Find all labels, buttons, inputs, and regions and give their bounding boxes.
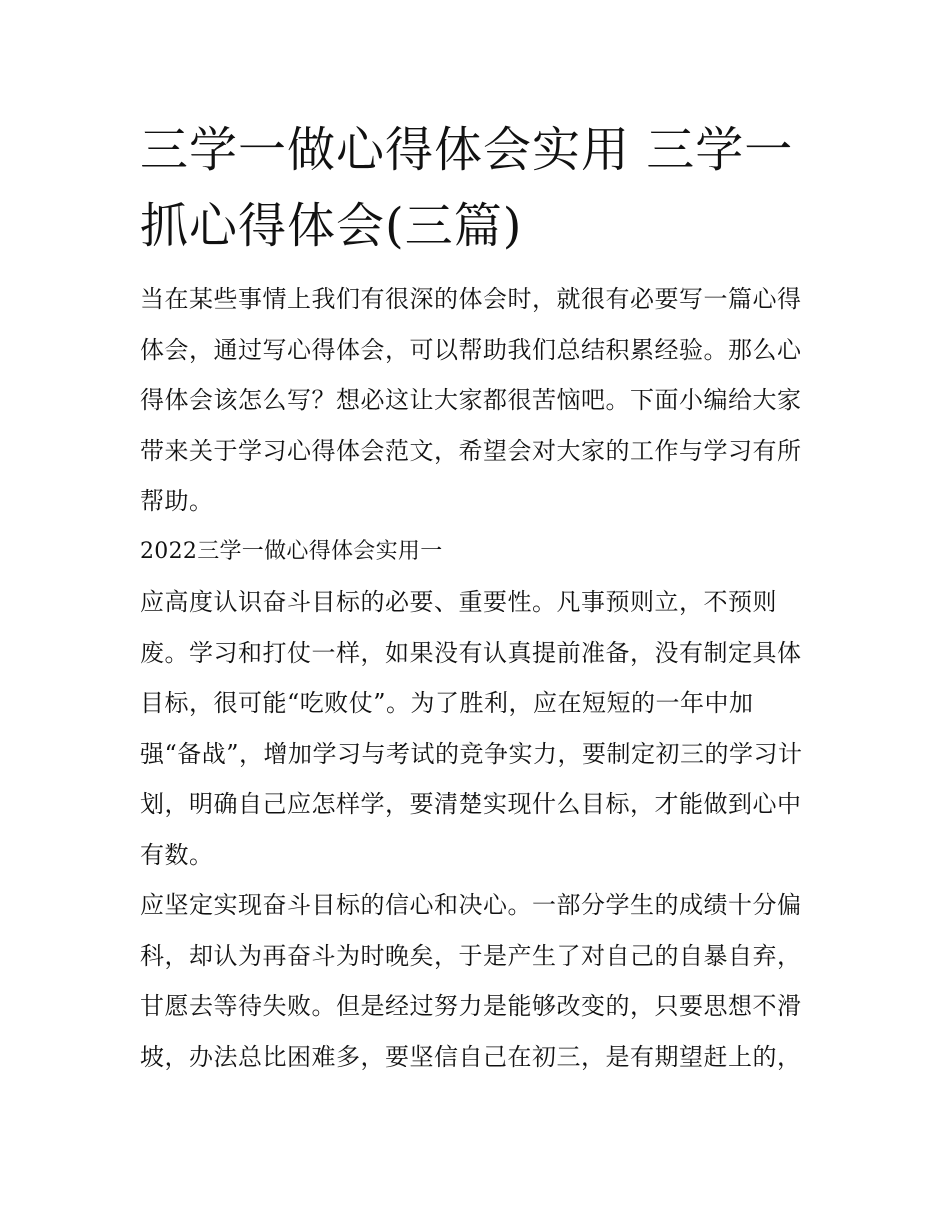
intro-paragraph: 当在某些事情上我们有很深的体会时，就很有必要写一篇心得 体会，通过写心得体会，可以帮助我们总结积累经验。那么心 得体会该怎么写？想必这让大家都很苦恼吧。下面小编给大家 带来关于学习心得体会范文，希望会对大家的工作与学习有所 帮助。: [140, 285, 802, 515]
title-spacer: [140, 264, 812, 274]
body-paragraph-1: 应高度认识奋斗目标的必要、重要性。凡事预则立，不预则 废。学习和打仗一样，如果没有认真提前准备，没有制定具体 目标，很可能“吃败仗”。为了胜利，应在短短的一年中加 强“备战”，增加学习与考试的竞争实力，要制定初三的学习计 划，明确自己应怎样学，要清楚实现什么目标，才能做到心中 有数。: [140, 588, 803, 869]
document-body: [140, 112, 812, 1082]
section-heading: 2022三学一做心得体会实用一: [140, 538, 443, 564]
title-line-2: 抓心得体会(三篇): [140, 198, 523, 254]
document-title: [140, 112, 812, 264]
title-line-1: 三学一做心得体会实用 三学一: [140, 122, 794, 178]
body-paragraph-2: 应坚定实现奋斗目标的信心和决心。一部分学生的成绩十分偏 科，却认为再奋斗为时晚矣，于是产生了对自己的自暴自弃， 甘愿去等待失败。但是经过努力是能够改变的，只要思想不滑 坡，办法总比困难多，要坚信自己在初三，是有期望赶上的，: [140, 891, 802, 1071]
